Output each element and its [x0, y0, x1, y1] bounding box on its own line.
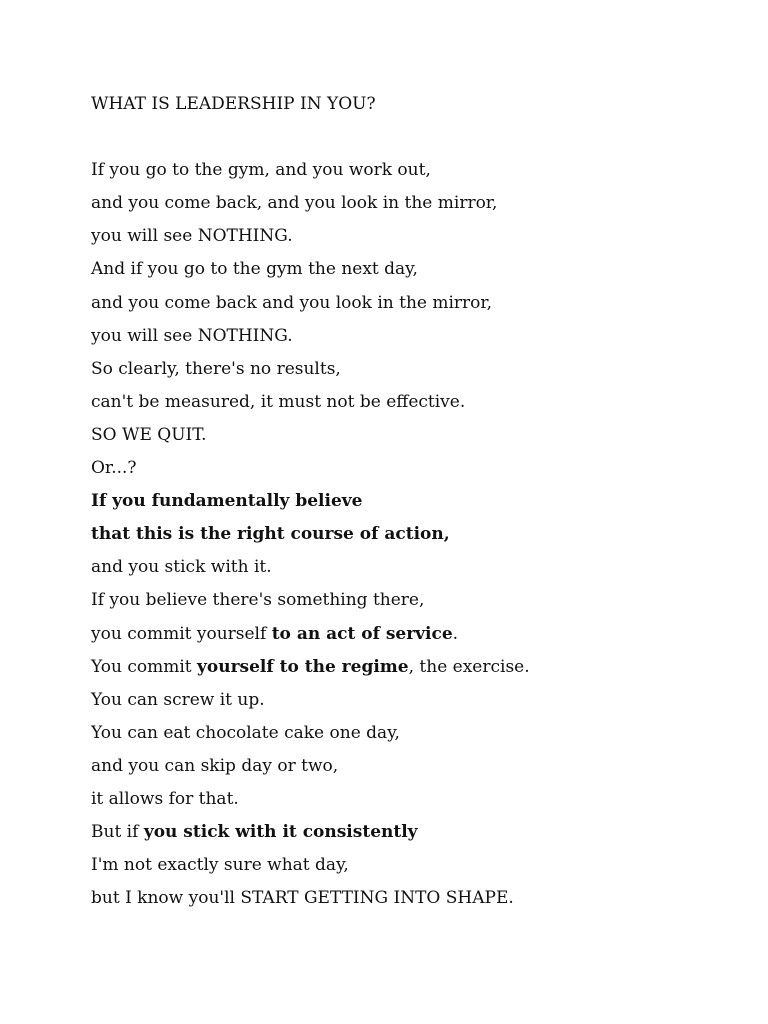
mixed-text-line [91, 820, 731, 853]
text-line: and you can skip day or two, [91, 755, 339, 776]
text-line: So clearly, there's no results, [91, 358, 341, 379]
bold-text-line: that this is the right course of action, [91, 524, 450, 545]
text-line: you will see NOTHING. [91, 325, 293, 346]
bold-text-run: yourself to the regime [197, 656, 409, 677]
text-line: and you come back, and you look in the mirror, [91, 193, 498, 214]
text-run: You commit [91, 656, 198, 677]
text-line: but I know you'll START GETTING INTO SHAPE. [91, 888, 514, 909]
bold-text-line: If you fundamentally believe [91, 491, 363, 512]
text-run: , the exercise. [408, 656, 530, 677]
text-line: I'm not exactly sure what day, [91, 855, 349, 876]
text-run: But if [91, 822, 144, 843]
mixed-text-line [91, 655, 731, 688]
text-run: . [452, 623, 459, 644]
text-line: and you stick with it. [91, 557, 272, 578]
text-line: You can screw it up. [91, 689, 265, 710]
text-line: can't be measured, it must not be effective. [91, 391, 466, 412]
text-line: If you go to the gym, and you work out, [91, 160, 431, 181]
document-body [91, 92, 731, 919]
mixed-text-line [91, 622, 731, 655]
bold-text-run: you stick with it consistently [143, 822, 418, 843]
text-line: it allows for that. [91, 788, 239, 809]
text-line: and you come back and you look in the mirror, [91, 292, 493, 313]
text-run: you commit yourself [91, 623, 272, 644]
text-line: SO WE QUIT. [91, 424, 207, 445]
text-line: If you believe there's something there, [91, 590, 425, 611]
text-line: You can eat chocolate cake one day, [91, 722, 400, 743]
text-line: Or...? [91, 458, 137, 479]
text-line: And if you go to the gym the next day, [91, 259, 418, 280]
document-title: WHAT IS LEADERSHIP IN YOU? [91, 94, 376, 114]
text-line: you will see NOTHING. [91, 226, 293, 247]
bold-text-run: to an act of service [271, 623, 453, 644]
